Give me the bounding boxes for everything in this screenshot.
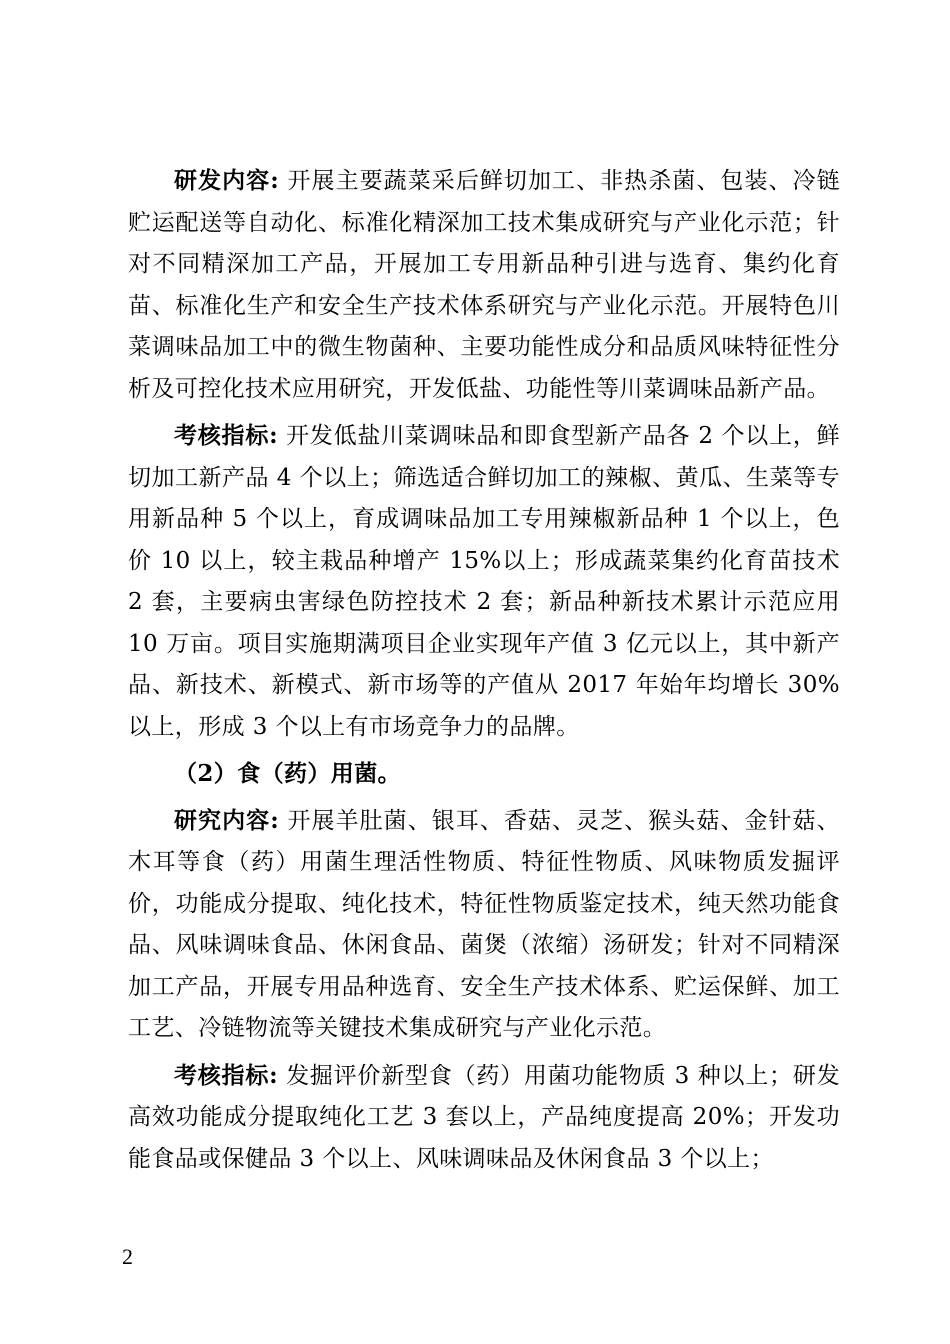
paragraph-lead: 研发内容: [174,167,280,194]
paragraph-lead: 考核指标: [174,1061,278,1089]
section-heading-fungi: （2）食（药）用菌。 [174,760,402,787]
paragraph-research-content-fungi [128,800,840,1050]
paragraph-assessment-fungi [128,1055,840,1181]
paragraph-lead: 研究内容: [174,806,280,834]
paragraph-text: 开展羊肚菌、银耳、香菇、灵芝、猴头菇、金针菇、木耳等食（药）用菌生理活性物质、特征性物质、风味物质发掘评价，功能成分提取、纯化技术，特征性物质鉴定技术，纯天然功能食品、风味调味食品、休闲食品、菌煲（浓缩）汤研发；针对不同精深加工产品，开展专用品种选育、安全生产技术体系、贮运保鲜、加工工艺、冷链物流等关键技术集成研究与产业化示范。 [128,807,840,1041]
page-number: 2 [122,1244,133,1269]
document-body [128,160,840,1180]
paragraph-text: 发掘评价新型食（药）用菌功能物质 3 种以上；研发高效功能成分提取纯化工艺 3 套以上，产品纯度提高 20%；开发功能食品或保健品 3 个以上、风味调味品及休闲食品 3 个以上； [128,1062,840,1172]
paragraph-lead: 考核指标: [174,422,278,449]
paragraph-research-content-vegetables [128,160,840,410]
paragraph-assessment-vegetables [128,415,840,748]
paragraph-text: 开发低盐川菜调味品和即食型新产品各 2 个以上，鲜切加工新产品 4 个以上；筛选适合鲜切加工的辣椒、黄瓜、生菜等专用新品种 5 个以上，育成调味品加工专用辣椒新品种 1 个以上，色价 10 以上，较主栽品种增产 15%以上；形成蔬菜集约化育苗技术 2 套，主要病虫害绿色防控技术 2 套；新品种新技术累计示范应用 10 万亩。项目实施期满项目企业实现年产值 3 亿元以上，其中新产品、新技术、新模式、新市场等的产值从 2017 年始年均增长 30%以上，形成 3 个以上有市场竞争力的品牌。 [128,423,840,740]
paragraph-text: 开展主要蔬菜采后鲜切加工、非热杀菌、包装、冷链贮运配送等自动化、标准化精深加工技术集成研究与产业化示范；针对不同精深加工产品，开展加工专用新品种引进与选育、集约化育苗、标准化生产和安全生产技术体系研究与产业化示范。开展特色川菜调味品加工中的微生物菌种、主要功能性成分和品质风味特征性分析及可控化技术应用研究，开发低盐、功能性等川菜调味品新产品。 [128,168,840,402]
